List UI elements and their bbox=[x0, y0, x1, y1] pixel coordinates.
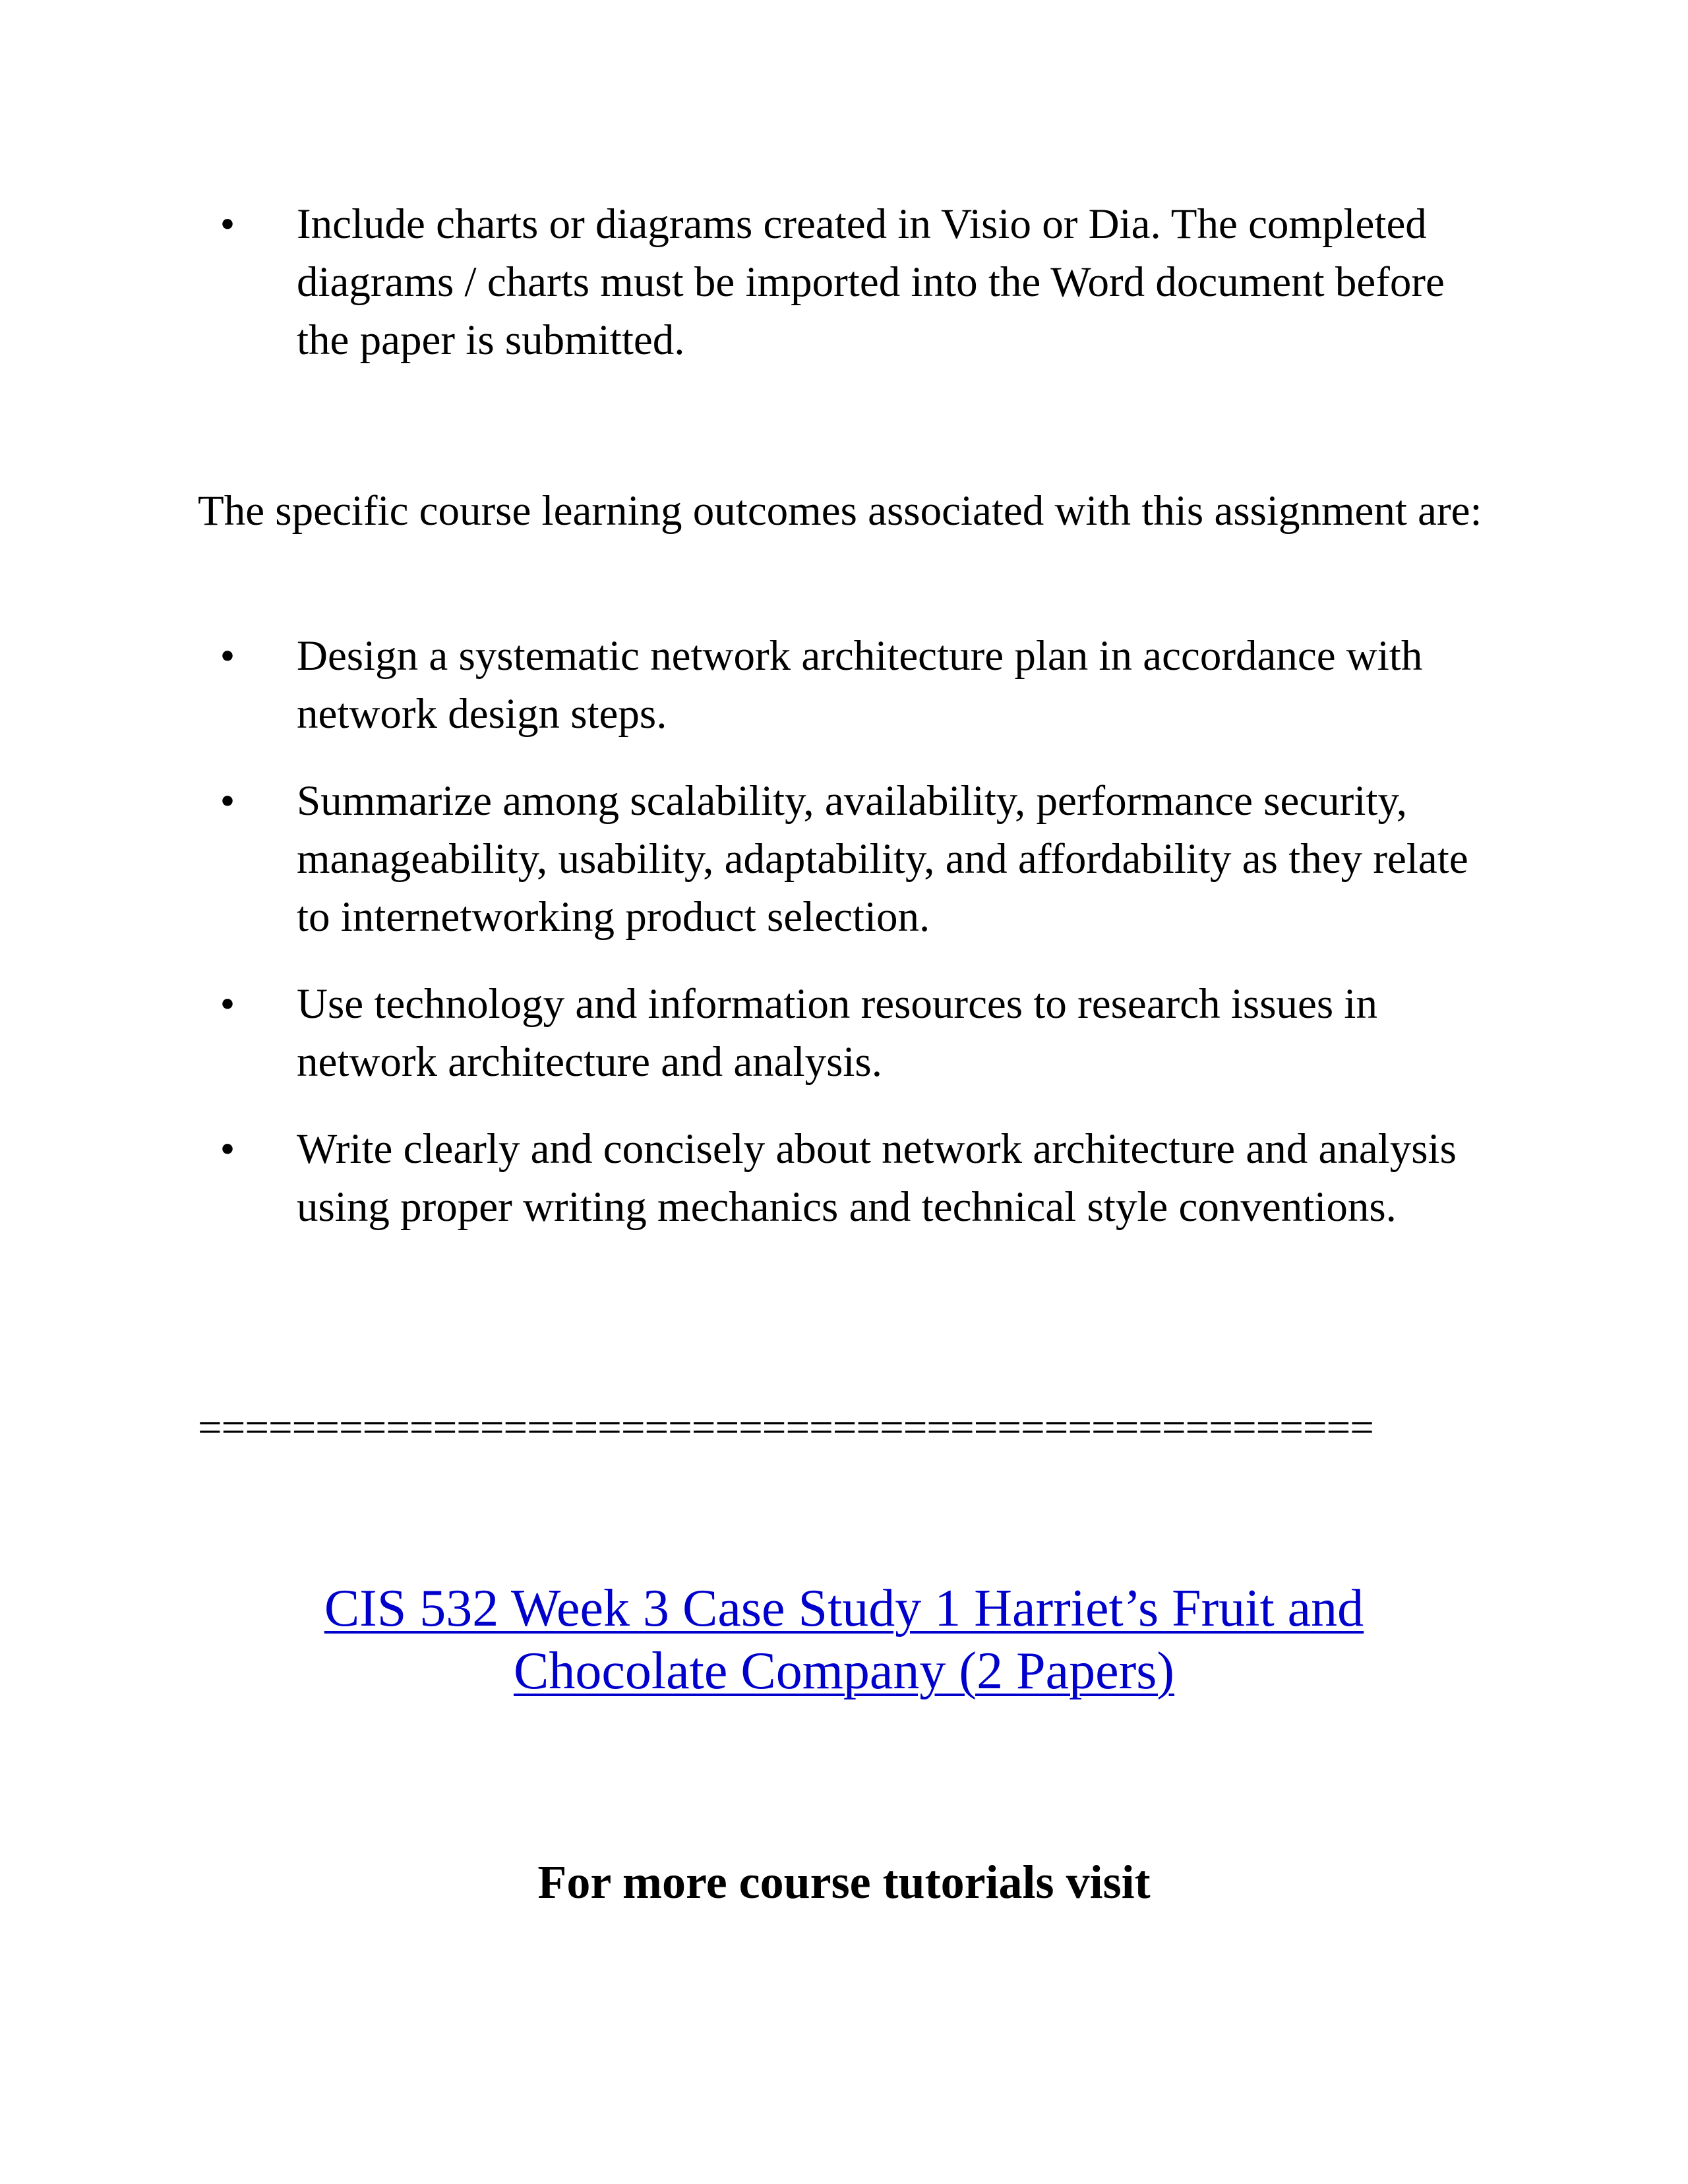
bullet-icon: • bbox=[220, 632, 235, 680]
list-item-text: Design a systematic network architecture plan in accordance with network design steps. bbox=[297, 632, 1423, 738]
list-item bbox=[198, 627, 1503, 743]
list-item-text: Use technology and information resources to research issues in network architecture and analysis. bbox=[297, 980, 1377, 1086]
list-item-text: Summarize among scalability, availability, performance security, manageability, usability, adaptability, and affordability as they relate to internetworking product selection. bbox=[297, 777, 1468, 941]
section-divider: ================================================== bbox=[198, 1404, 1373, 1452]
list-item bbox=[198, 1120, 1503, 1236]
list-item-text: Include charts or diagrams created in Visio or Dia. The completed diagrams / charts must be imported into the Word document before the paper is submitted. bbox=[297, 200, 1445, 364]
outcomes-intro: The specific course learning outcomes associated with this assignment are: bbox=[198, 487, 1482, 535]
list-item bbox=[198, 975, 1503, 1091]
bullet-icon: • bbox=[220, 980, 235, 1028]
requirements-list bbox=[198, 195, 1503, 398]
footer-text: For more course tutorials visit bbox=[537, 1856, 1151, 1908]
course-link-line-2[interactable]: Chocolate Company (2 Papers) bbox=[514, 1642, 1174, 1700]
course-link[interactable] bbox=[251, 1578, 1437, 1703]
list-item bbox=[198, 772, 1503, 946]
outcomes-list bbox=[198, 627, 1503, 1265]
list-item bbox=[198, 195, 1503, 369]
list-item-text: Write clearly and concisely about network architecture and analysis using proper writing mechanics and technical style conventions. bbox=[297, 1125, 1457, 1231]
bullet-icon: • bbox=[220, 1125, 235, 1173]
bullet-icon: • bbox=[220, 200, 235, 248]
course-link-line-1[interactable]: CIS 532 Week 3 Case Study 1 Harriet’s Fruit and bbox=[324, 1579, 1364, 1638]
bullet-icon: • bbox=[220, 777, 235, 825]
